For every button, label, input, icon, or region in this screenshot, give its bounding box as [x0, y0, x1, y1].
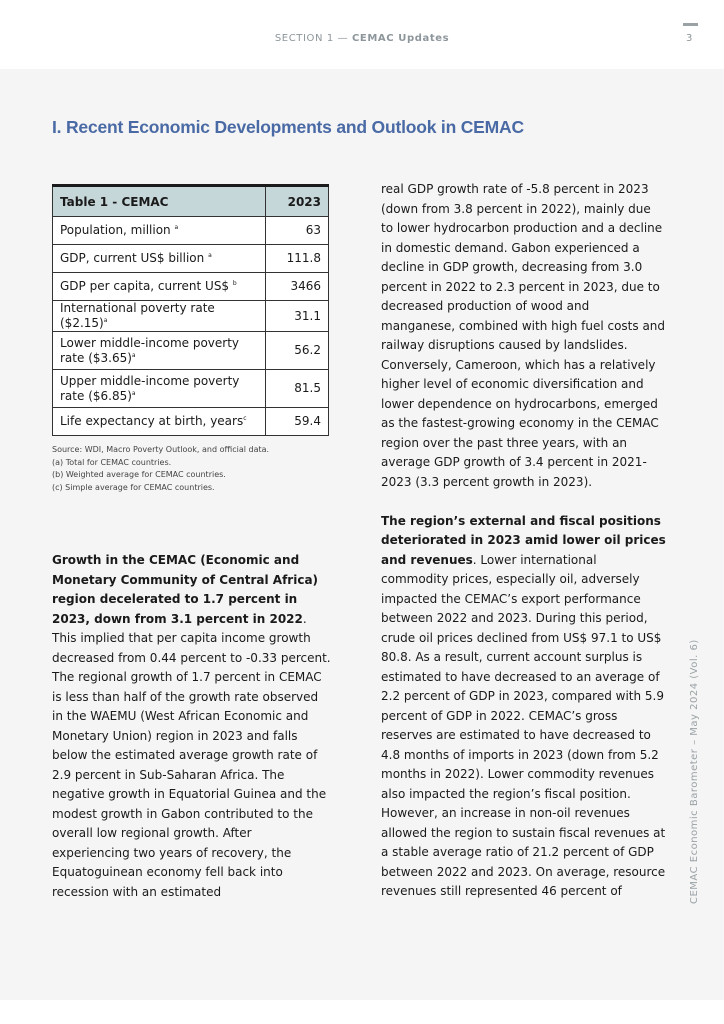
- table-row: [53, 273, 329, 301]
- page-header: [0, 0, 724, 69]
- paragraph: real GDP growth rate of -5.8 percent in 2023 (down from 3.8 percent in 2022), mainly due to lower hydrocarbon production and a decline in domestic demand. Gabon experienced a decline in GDP growth, decreasing from 3.0 percent in 2022 to 2.3 percent in 2023, due to decreased production of wood and manganese, combined with high fuel costs and railway disruptions caused by landslides. Conversely, Cameroon, which has a relatively higher level of economic diversification and lower dependence on hydrocarbons, emerged as the fastest-growing economy in the CEMAC region over the past three years, with an average GDP growth of 3.4 percent in 2021-2023 (3.3 percent growth in 2023).: [381, 182, 666, 489]
- table-row: [53, 408, 329, 436]
- page-number: 3: [686, 33, 693, 44]
- footnote-b: (b) Weighted average for CEMAC countries.: [52, 470, 226, 479]
- row-label: Upper middle-income poverty rate ($6.85)$^a$: [53, 370, 266, 408]
- footnote-a: (a) Total for CEMAC countries.: [52, 457, 172, 467]
- row-label: International poverty rate ($2.15)$^a$: [53, 301, 266, 332]
- row-label: Life expectancy at birth, years$^c$: [53, 408, 266, 436]
- row-value: 111.8: [266, 245, 329, 273]
- publication-side-label: CEMAC Economic Barometer – May 2024 (Vol. 6): [689, 639, 700, 904]
- row-label: Lower middle-income poverty rate ($3.65)$^a$: [53, 332, 266, 370]
- page-footer-band: [0, 1000, 724, 1024]
- table-title: Table 1 - CEMAC: [53, 186, 266, 217]
- table-notes: [52, 444, 332, 494]
- cemac-indicators-table: [52, 184, 329, 436]
- table-row: [53, 301, 329, 332]
- table-header-row: [53, 186, 329, 217]
- row-label: GDP, current US$ billion $^a$: [53, 245, 266, 273]
- section-name: CEMAC Updates: [351, 33, 450, 44]
- paragraph: Growth in the CEMAC (Economic and Monetary Community of Central Africa) region decelerated to 1.7 percent in 2023, down from 3.1 percent in 2022. This implied that per capita income growth decreased from 0.44 percent to -0.33 percent. The regional growth of 1.7 percent in CEMAC is less than half of the growth rate observed in the WAEMU (West African Economic and Monetary Union) region in 2023 and falls below the estimated average growth rate of 2.9 percent in Sub-Saharan Africa. The negative growth in Equatorial Guinea and the modest growth in Gabon contributed to the overall low regional growth. After experiencing two years of recovery, the Equatoguinean economy fell back into recession with an estimated: [52, 553, 331, 899]
- row-label: Population, million $^a$: [53, 217, 266, 245]
- right-column-text: [381, 180, 666, 902]
- table-row: [53, 217, 329, 245]
- header-accent-bar: [683, 23, 698, 26]
- row-value: 31.1: [266, 301, 329, 332]
- footnote-c: (c) Simple average for CEMAC countries.: [52, 482, 215, 492]
- page-title: I. Recent Economic Developments and Outlook in CEMAC: [52, 117, 524, 137]
- page-content: [0, 69, 724, 1000]
- table-row: [53, 370, 329, 408]
- paragraph-lead: The region’s external and fiscal positions deteriorated in 2023 amid lower oil prices and revenues: [381, 513, 666, 567]
- row-value: 81.5: [266, 370, 329, 408]
- paragraph: The region’s external and fiscal positions deteriorated in 2023 amid lower oil prices and revenues. Lower international commodity prices, especially oil, adversely impacted the CEMAC’s export performance between 2022 and 2023. During this period, crude oil prices declined from US$ 97.1 to US$ 80.8. As a result, current account surplus is estimated to have decreased to an average of 2.2 percent of GDP in 2023, compared with 5.9 percent of GDP in 2022. CEMAC’s gross reserves are estimated to have decreased to 4.8 months of imports in 2023 (down from 5.2 months in 2022). Lower commodity revenues also impacted the region’s fiscal position. However, an increase in non-oil revenues allowed the region to sustain fiscal revenues at a stable average ratio of 21.2 percent of GDP between 2022 and 2023. On average, resource revenues still represented 46 percent of: [381, 513, 666, 898]
- left-column-text: [52, 551, 332, 902]
- row-label: GDP per capita, current US$ $^b$: [53, 273, 266, 301]
- table-row: [53, 332, 329, 370]
- section-title: SECTION 1 — CEMAC Updates: [274, 33, 450, 44]
- row-value: 59.4: [266, 408, 329, 436]
- row-value: 3466: [266, 273, 329, 301]
- table-row: [53, 245, 329, 273]
- paragraph-lead: Growth in the CEMAC (Economic and Monetary Community of Central Africa) region decelerated to 1.7 percent in 2023, down from 3.1 percent in 2022: [52, 553, 319, 626]
- row-value: 63: [266, 217, 329, 245]
- table-year: 2023: [266, 186, 329, 217]
- row-value: 56.2: [266, 332, 329, 370]
- source-note: Source: WDI, Macro Poverty Outlook, and official data.: [52, 445, 270, 454]
